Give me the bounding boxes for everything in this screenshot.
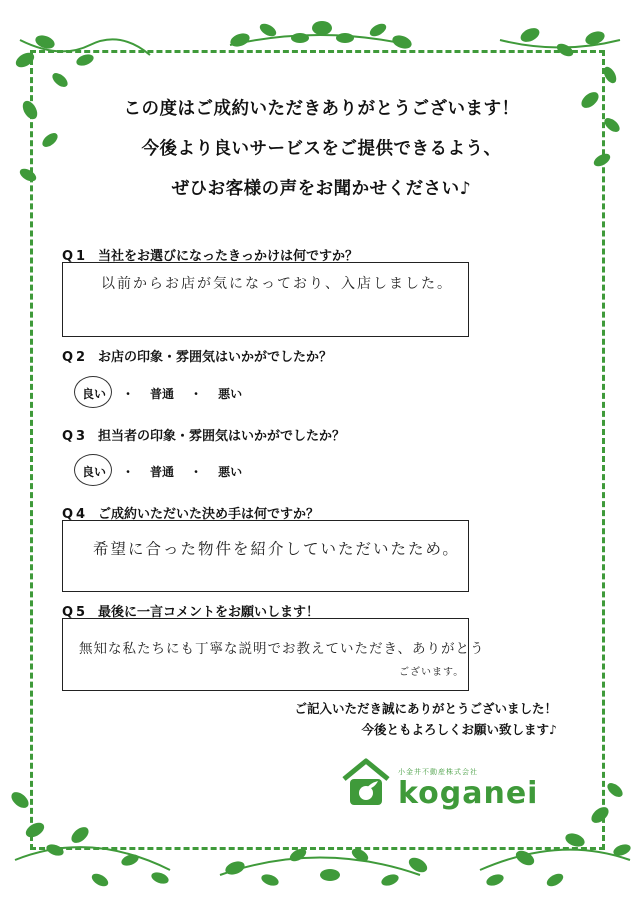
question-label: 担当者の印象・雰囲気はいかがでしたか？ [98,429,346,444]
answer-box-1 [62,262,469,337]
handwritten-answer-line-1: 無知な私たちにも丁寧な説明でお教えていただき、ありがとう [79,641,485,657]
closing-line-1: ご記入いただき誠にありがとうございました！ [294,701,557,716]
handwritten-answer-line-2: ございます。 [399,667,465,678]
choice-bad: 悪い [218,387,243,401]
question-label: ご成約いただいた決め手は何ですか？ [98,507,320,522]
question-number: Q2 [62,350,89,365]
question-number: Q3 [62,429,89,444]
choice-average: 普通 [150,387,175,401]
intro-line-2: 今後より良いサービスをご提供できるよう、 [141,139,502,159]
house-leaf-icon [340,757,392,809]
choice-good-selected: 良い [82,387,107,401]
question-label: お店の印象・雰囲気はいかがでしたか？ [98,350,333,365]
choice-row-2: 良い ・ 普通 ・ 悪い [82,387,243,401]
question-label: 最後に一言コメントをお願いします！ [98,605,320,620]
logo-wordmark: koganei [398,776,539,811]
question-number: Q5 [62,605,89,620]
choice-good-selected: 良い [82,465,107,479]
choice-average: 普通 [150,465,175,479]
intro-line-1: この度はご成約いただきありがとうございます！ [123,99,520,119]
question-2 [62,346,332,365]
choice-row-3: 良い ・ 普通 ・ 悪い [82,465,243,479]
company-name: 小金井不動産株式会社 [398,768,478,776]
question-number: Q1 [62,249,89,264]
answer-box-5 [62,618,485,691]
answer-box-4 [62,520,469,592]
question-3 [62,425,345,444]
choice-bad: 悪い [218,465,243,479]
company-logo [340,757,538,809]
handwritten-answer: 以前からお店が気になっており、入店しました。 [101,276,453,292]
question-number: Q4 [62,507,89,522]
intro-line-3: ぜひお客様の声をお聞かせください♪ [171,179,472,199]
closing-line-2: 今後ともよろしくお願い致します♪ [361,722,557,737]
question-label: 当社をお選びになったきっかけは何ですか？ [98,249,359,264]
handwritten-answer: 希望に合った物件を紹介していただいたため。 [93,540,460,558]
